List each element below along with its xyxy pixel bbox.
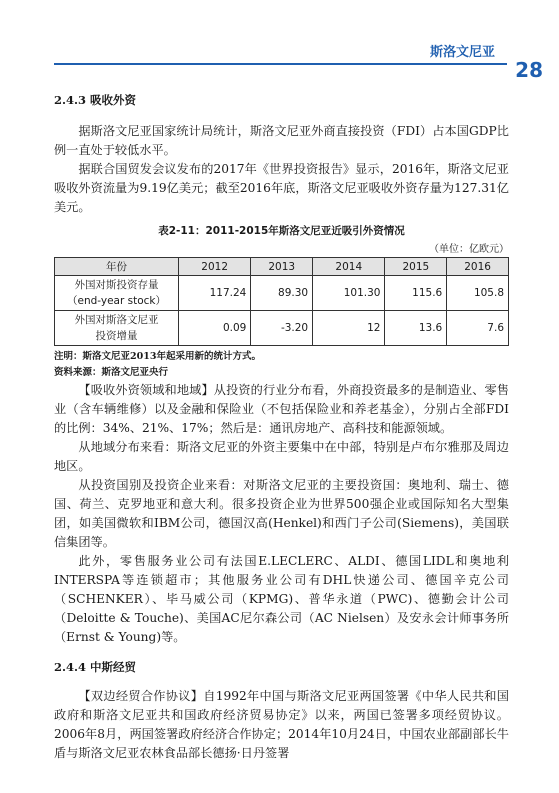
table-cell: 89.30 — [251, 276, 313, 311]
section-heading-fdi: 2.4.3 吸收外资 — [54, 93, 137, 107]
table-cell: 105.8 — [447, 276, 509, 311]
header-rule — [54, 63, 507, 65]
paragraph: 【双边经贸合作协议】自1992年中国与斯洛文尼亚两国签署《中华人民共和国政府和斯洛文尼亚共和国政府经济贸易协定》以来，两国已签署多项经贸协议。2006年8月，两国签署政府经济合作协定；2014年10月24日，中国农业部副部长牛盾与斯洛文尼亚农林食品部长德扬·日丹签署 — [54, 689, 509, 760]
table-cell: -3.20 — [251, 311, 313, 346]
table-cell: 115.6 — [385, 276, 447, 311]
table-cell: 101.30 — [313, 276, 385, 311]
column-header: 2012 — [179, 258, 251, 276]
page-content — [54, 82, 509, 763]
page-number: 28 — [515, 58, 543, 82]
table-source: 资料来源：斯洛文尼亚央行 — [54, 367, 169, 378]
table-cell: 0.09 — [179, 311, 251, 346]
column-header: 2015 — [385, 258, 447, 276]
row-label — [55, 311, 179, 346]
paragraph: 从地域分布来看：斯洛文尼亚的外资主要集中在中部，特别是卢布尔雅那及周边地区。 — [54, 440, 509, 473]
table-row — [55, 276, 509, 311]
table-caption: 表2-11：2011-2015年斯洛文尼亚近吸引外资情况 — [158, 225, 405, 237]
paragraph: 此外，零售服务业公司有法国E.LECLERC、ALDI、德国LIDL和奥地利INTERSPA等连锁超市；其他服务业公司有DHL快递公司、德国辛克公司（SCHENKER）、毕马威公司（KPMG)、普华永道（PWC)、德勤会计公司（Deloitte & Touche)、美国AC尼尔森公司（AC Nielsen）及安永会计师事务所（Ernst & Young)等。 — [54, 554, 509, 644]
row-label-line: 投资增量 — [95, 330, 138, 342]
table-note: 注明：斯洛文尼亚2013年起采用新的统计方式。 — [54, 351, 261, 362]
paragraph: 从投资国别及投资企业来看：对斯洛文尼亚的主要投资国：奥地利、瑞士、德国、荷兰、克罗地亚和意大利。很多投资企业为世界500强企业或国际知名大型集团，如美国微软和IBM公司，德国汉高(Henkel)和西门子公司(Siemens)，美国联信集团等。 — [54, 478, 509, 549]
table-cell: 13.6 — [385, 311, 447, 346]
column-header: 2014 — [313, 258, 385, 276]
fdi-table — [54, 257, 509, 346]
page-header — [0, 36, 559, 82]
row-label — [55, 276, 179, 311]
row-label-line: 外国对斯洛文尼亚 — [74, 314, 159, 326]
paragraph: 据联合国贸发会议发布的2017年《世界投资报告》显示，2016年，斯洛文尼亚吸收外资流量为9.19亿美元；截至2016年底，斯洛文尼亚吸收外资存量为127.31亿美元。 — [54, 162, 509, 214]
row-label-line: （end-year stock） — [66, 295, 166, 307]
row-label-line: 外国对斯投资存量 — [74, 279, 159, 291]
paragraph: 【吸收外资领域和地域】从投资的行业分布看，外商投资最多的是制造业、零售业（含车辆维修）以及金融和保险业（不包括保险业和养老基金），分别占全部FDI的比例：34%、21%、17%；然后是：通讯房地产、高科技和能源领域。 — [54, 383, 509, 435]
column-header: 2016 — [447, 258, 509, 276]
table-header-row — [55, 258, 509, 276]
section-heading-trade: 2.4.4 中斯经贸 — [54, 660, 137, 674]
column-header: 2013 — [251, 258, 313, 276]
table-cell: 7.6 — [447, 311, 509, 346]
table-unit: （单位：亿欧元） — [429, 244, 509, 255]
table-row — [55, 311, 509, 346]
table-cell: 12 — [313, 311, 385, 346]
column-header: 年份 — [55, 258, 179, 276]
header-title: 斯洛文尼亚 — [429, 45, 495, 60]
table-cell: 117.24 — [179, 276, 251, 311]
paragraph: 据斯洛文尼亚国家统计局统计，斯洛文尼亚外商直接投资（FDI）占本国GDP比例一直处于较低水平。 — [54, 124, 509, 157]
